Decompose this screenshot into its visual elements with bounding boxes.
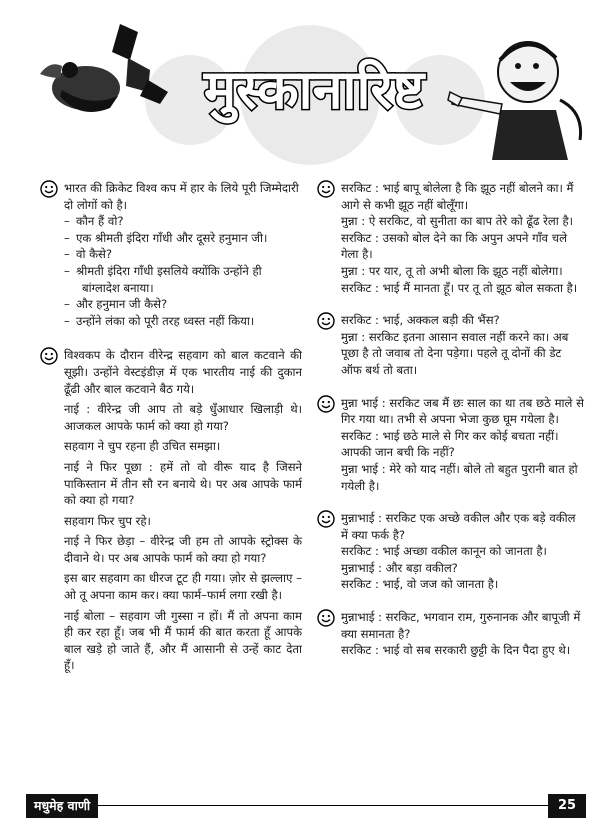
- joke-block: [317, 395, 584, 495]
- laughing-man-cartoon-right: [448, 42, 581, 160]
- dialog-line: सरकिट : भाई, वो जज को जानता है।: [341, 577, 499, 592]
- smiley-icon: [317, 609, 335, 627]
- joke-paragraph: नाई ने फिर पूछा : हमें तो वो वीरू याद है जिसने पाकिस्तान में तीन सौ रन बनाये थे। पर अब आपके फार्म को क्या हो गया?: [64, 459, 302, 508]
- right-column: [317, 180, 584, 672]
- joke-block: [317, 609, 584, 659]
- dialog-line: सरकिट : भाई मैं मानता हूँ। पर तू तो झूठ बोल सकता है।: [341, 280, 578, 295]
- smiley-icon: [317, 510, 335, 528]
- joke-paragraph: विश्वकप के दौरान वीरेन्द्र सहवाग को बाल कटवाने की सूझी। उन्होंने वेस्टइंडीज़ में एक भारतीय नाई की दुकान ढूँढी और बाल कटवाने बैठ गये।: [64, 348, 302, 396]
- smiley-icon: [40, 180, 58, 198]
- joke-paragraph: सहवाग फिर चुप रहे।: [64, 513, 151, 528]
- page-number: 25: [548, 794, 586, 818]
- dialog-line: – वो कैसे?: [64, 247, 113, 262]
- joke-paragraph: सहवाग ने चुप रहना ही उचित समझा।: [64, 439, 221, 454]
- joke-paragraph: नाई बोला – सहवाग जी गुस्सा न हों। मैं तो अपना काम ही कर रहा हूँ। जब भी मैं फार्म की बात करता हूँ आपके बाल खड़े हो जाते हैं, और मैं आसानी से उन्हें काट देता हूँ।: [64, 608, 302, 673]
- smiley-icon: [317, 395, 335, 413]
- dialog-line: मुन्ना भाई : सरकिट जब मैं छः साल का था तब छठे माले से गिर गया था। तभी से अपना भेजा कुछ घूम गयेला है।: [341, 395, 584, 427]
- dialog-line: मुन्ना भाई : मेरे को याद नहीं। बोले तो बहुत पुरानी बात हो गयेली है।: [341, 461, 578, 493]
- dialog-line: – श्रीमती इंदिरा गाँधी इसलिये क्योंकि उन्होंने ही बांग्लादेश बनाया।: [64, 263, 262, 295]
- joke-block: [40, 347, 302, 674]
- dialog-line: सरकिट : उसको बोल देने का कि अपुन अपने गाँव चले गेला है।: [341, 230, 568, 262]
- laughing-man-cartoon-left: [40, 24, 168, 112]
- joke-block: [317, 312, 584, 378]
- smiley-icon: [40, 347, 58, 365]
- dialog-line: – एक श्रीमती इंदिरा गाँधी और दूसरे हनुमान जी।: [64, 230, 268, 245]
- smiley-icon: [317, 180, 335, 198]
- dialog-line: मुन्ना : ऐ सरकिट, वो सुनीता का बाप तेरे को ढूँढ रेला है।: [341, 214, 574, 229]
- joke-intro: भारत की क्रिकेट विश्व कप में हार के लिये पूरी जिम्मेदारी दो लोगों को है।: [64, 181, 299, 212]
- dialog-line: सरकिट : भाई, अक्कल बड़ी की भैंस?: [341, 313, 500, 328]
- page-footer: [26, 794, 586, 818]
- joke-block: [317, 180, 584, 296]
- dialog-line: – उन्होंने लंका को पूरी तरह ध्वस्त नहीं किया।: [64, 313, 255, 328]
- joke-paragraph: नाई : वीरेन्द्र जी आप तो बड़े धुँआधार खिलाड़ी थे। आजकल आपके फार्म को क्या हो गया?: [64, 402, 302, 433]
- joke-block: [40, 180, 302, 329]
- dialog-line: सरकिट : भाई अच्छा वकील कानून को जानता है।: [341, 544, 547, 559]
- dialog-line: मुन्नाभाई : और बड़ा वकील?: [341, 560, 458, 575]
- smiley-icon: [317, 312, 335, 330]
- magazine-name: मधुमेह वाणी: [26, 794, 98, 818]
- dialog-line: सरकिट : भाई वो सब सरकारी छुट्टी के दिन पैदा हुए थे।: [341, 643, 571, 658]
- header-banner: [0, 0, 614, 170]
- dialog-line: – कौन हैं वो?: [64, 214, 124, 229]
- footer-rule: [26, 805, 586, 806]
- dialog-line: मुन्ना : पर यार, तू तो अभी बोला कि झूठ नहीं बोलेगा।: [341, 263, 563, 278]
- page-title: मुस्कानारिष्ट: [203, 58, 425, 121]
- dialog-line: मुन्नाभाई : सरकिट एक अच्छे वकील और एक बड़े वकील में क्या फर्क है?: [341, 511, 576, 542]
- joke-block: [317, 510, 584, 593]
- joke-paragraph: इस बार सहवाग का धीरज टूट ही गया। ज़ोर से झल्लाए – ओ तू अपना काम कर। क्या फार्म–फार्म लगा रखी है।: [64, 571, 302, 603]
- left-column: [40, 180, 302, 687]
- dialog-line: मुन्ना : सरकिट इतना आसान सवाल नहीं करने का। अब पूछा है तो जवाब तो देना पड़ेगा। पहले तू दोनों की डेट ऑफ बर्थ तो बता।: [341, 329, 569, 377]
- joke-paragraph: नाई ने फिर छेड़ा – वीरेन्द्र जी हम तो आपके स्ट्रोक्स के दीवाने थे। पर अब आपके फार्म को क्या हो गया?: [64, 534, 302, 565]
- dialog-line: – और हनुमान जी कैसे?: [64, 297, 168, 312]
- dialog-line: सरकिट : भाई छठे माले से गिर कर कोई बचता नहीं। आपकी जान बची कि नहीं?: [341, 428, 559, 460]
- dialog-line: सरकिट : भाई बापू बोलेला है कि झूठ नहीं बोलने का। मैं आगे से कभी झूठ नहीं बोलूँगा।: [341, 181, 574, 212]
- dialog-line: मुन्नाभाई : सरकिट, भगवान राम, गुरुनानक और बापूजी में क्या समानता है?: [341, 610, 581, 641]
